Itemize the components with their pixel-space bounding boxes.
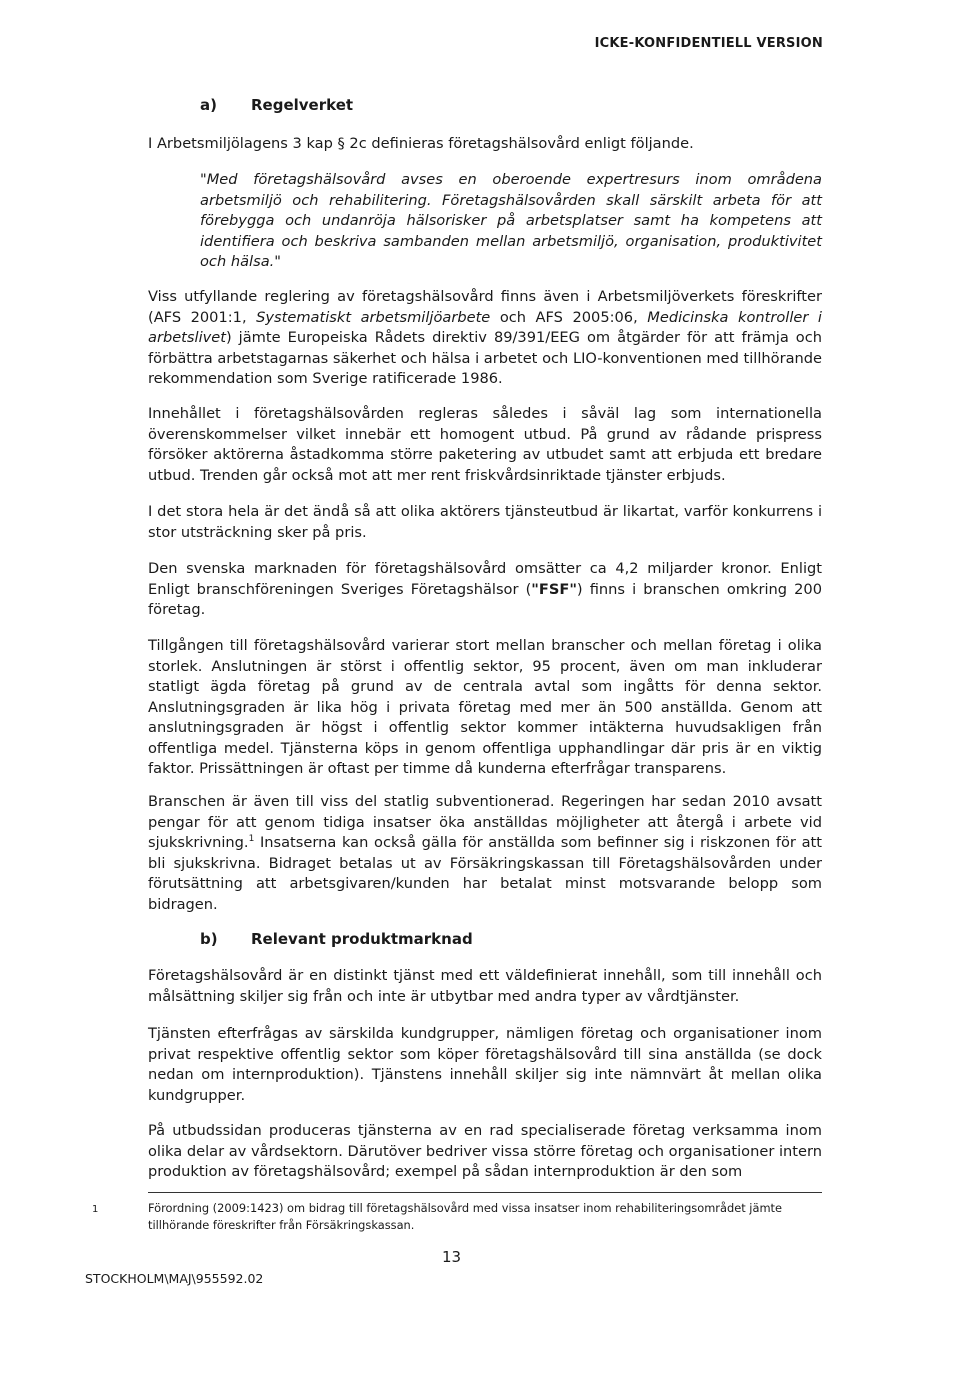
subsidy-text-1: Branschen är även till viss del statlig subventionerad. Regeringen har sedan 2010 avsatt pengar för att genom tidiga insatser öka anställdas möjligheter att återgå i arbete vid sjukskrivning. <box>148 793 822 851</box>
customer-groups-paragraph: Tjänsten efterfrågas av särskilda kundgrupper, nämligen företag och organisationer inom privat respektive offentlig sektor som köper företagshälsovård till sina anställda (se dock nedan om internproduktion). Tjänstens innehåll skiljer sig inte nämnvärt åt mellan olika kundgrupper. <box>148 1025 822 1104</box>
fsf-abbreviation: "FSF" <box>531 580 577 598</box>
footnote-reference[interactable]: 1 <box>248 834 255 845</box>
section-b-label: b) <box>200 930 218 948</box>
section-a-title: Regelverket <box>251 96 354 114</box>
competition-paragraph: I det stora hela är det ändå så att olika aktörers tjänsteutbud är likartat, varför konkurrens i stor utsträckning sker på pris. <box>148 503 822 541</box>
confidentiality-header: ICKE-KONFIDENTIELL VERSION <box>594 36 823 51</box>
footnote-number: 1 <box>92 1204 99 1215</box>
regulation-text-2: och AFS 2005:06, <box>490 308 648 326</box>
content-paragraph: Innehållet i företagshälsovården regleras således i såväl lag som internationella överenskommelser vilket innebär ett homogent utbud. På grund av rådande prispress försöker aktörerna åstadkomma större paketering av utbudet samt att erbjuda ett bredare utbud. Trenden går också mot att mer rent friskvårdsinriktade tjänster erbjuds. <box>148 405 822 484</box>
law-quote: "Med företagshälsovård avses en oberoende expertresurs inom områdena arbetsmiljö och rehabilitering. Företagshälsovården skall särskilt arbeta för att förebygga och undanröja hälsorisker på arbetsplatser samt ha kompetens att identifiera och beskriva sambanden mellan arbetsmiljö, organisation, produktivitet och hälsa." <box>200 171 822 270</box>
subsidy-paragraph <box>148 792 822 915</box>
product-definition-paragraph: Företagshälsovård är en distinkt tjänst med ett väldefinierat innehåll, som till innehåll och målsättning skiljer sig från och inte är utbytbar med andra typer av vårdtjänster. <box>148 967 822 1005</box>
supply-side-paragraph: På utbudssidan produceras tjänsterna av en rad specialiserade företag verksamma inom olika delar av vårdsektorn. Därutöver bedriver vissa större företag och organisationer intern produktion av företagshälsovård; exempel på sådan internproduktion är den som <box>148 1122 822 1180</box>
regulation-title-2: Medicinska kontroller i arbetslivet <box>148 308 822 346</box>
section-a-label: a) <box>200 96 217 114</box>
footnote-divider <box>148 1192 822 1193</box>
regulation-paragraph <box>148 287 822 390</box>
market-size-paragraph <box>148 559 822 621</box>
intro-paragraph: I Arbetsmiljölagens 3 kap § 2c definieras företagshälsovård enligt följande. <box>148 135 694 152</box>
market-text-2: ) finns i branschen omkring 200 företag. <box>148 580 822 618</box>
regulation-text-3: ) jämte Europeiska Rådets direktiv 89/391/EEG om åtgärder för att främja och förbättra arbetstagarnas säkerhet och hälsa i arbetet och LIO-konventionen med tillhörande rekommendation som Sverige ratificerade 1986. <box>148 329 822 387</box>
access-paragraph: Tillgången till företagshälsovård varierar stort mellan branscher och mellan företag i olika storlek. Anslutningen är störst i offentlig sektor, 95 procent, även om man inkluderar statligt ägda företag på grund av de centrala avtal som ingåtts för denna sektor. Anslutningsgraden är lika hög i privata företag med mer än 500 anställda. Genom att anslutningsgraden är högst i offentlig sektor kommer intäkterna huvudsakligen från offentliga medel. Tjänsterna köps in genom offentliga upphandlingar där pris är en viktig faktor. Prissättningen är oftast per timme då kunderna efterfrågar transparens. <box>148 637 822 777</box>
regulation-text-1: Viss utfyllande reglering av företagshälsovård finns även i Arbetsmiljöverkets föreskrifter (AFS 2001:1, <box>148 288 822 326</box>
footnote-text: Förordning (2009:1423) om bidrag till företagshälsovård med vissa insatser inom rehabiliteringsområdet jämte tillhörande föreskrifter från Försäkringskassan. <box>148 1201 783 1232</box>
page-number: 13 <box>442 1248 462 1266</box>
regulation-title-1: Systematiskt arbetsmiljöarbete <box>256 308 491 326</box>
document-reference: STOCKHOLM\MAJ\955592.02 <box>85 1271 264 1286</box>
subsidy-text-2: Insatserna kan också gälla för anställda som befinner sig i riskzonen för att bli sjukskrivna. Bidraget betalas ut av Försäkringskassan till Företagshälsovården under förutsättning att arbetsgivaren/kunden har betalat minst motsvarande belopp som bidragen. <box>148 834 822 913</box>
market-text-1: Den svenska marknaden för företagshälsovård omsätter ca 4,2 miljarder kronor. Enligt Enligt branschföreningen Sveriges Företagshälsor ( <box>148 560 822 598</box>
section-b-title: Relevant produktmarknad <box>251 930 473 948</box>
